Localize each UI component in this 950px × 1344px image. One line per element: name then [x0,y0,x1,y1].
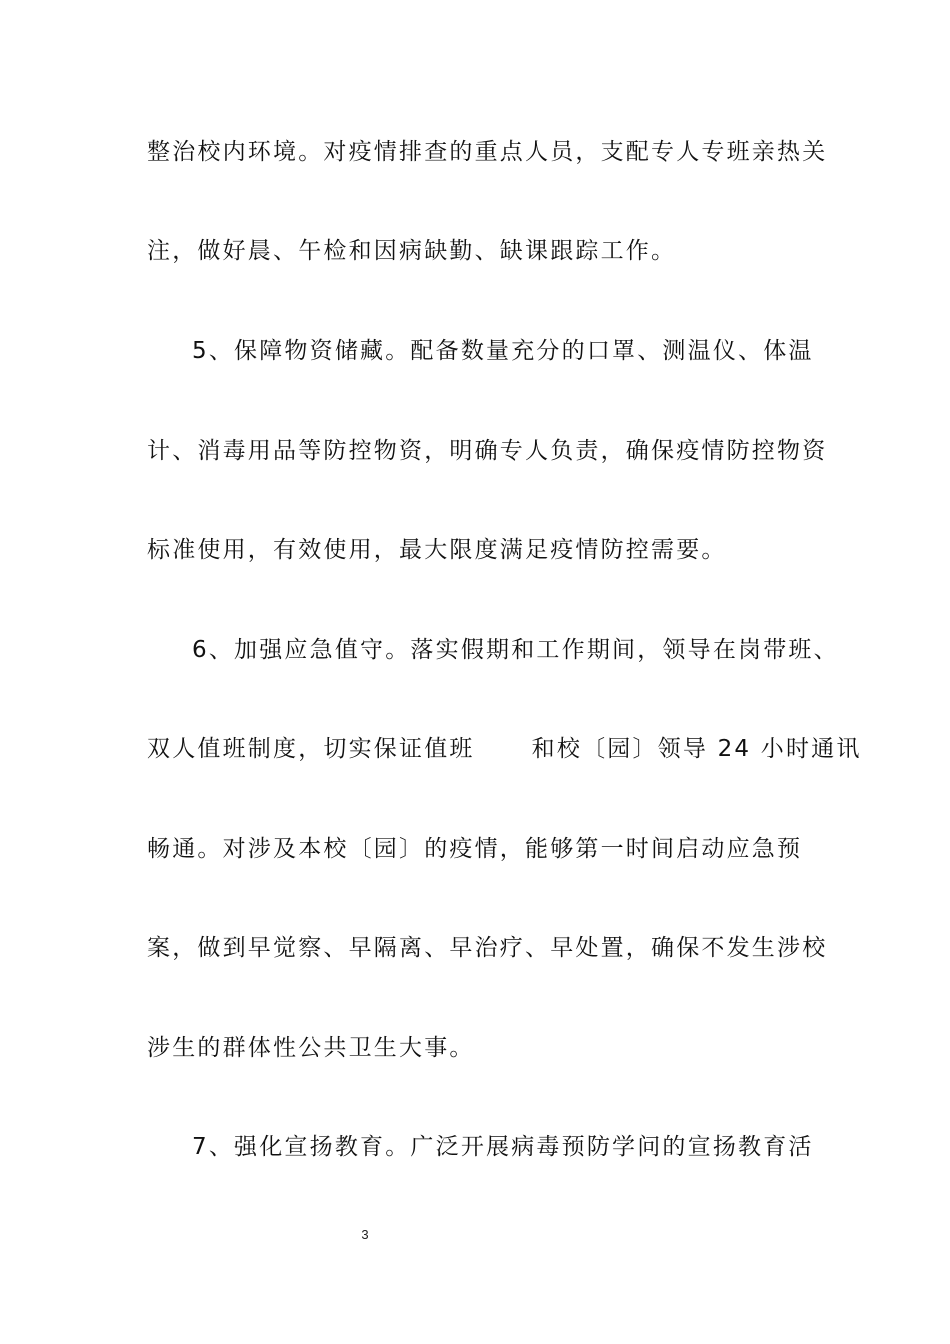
text-line-9: 案，做到早觉察、早隔离、早治疗、早处置，确保不发生涉校 [147,935,828,961]
text-line-1: 整治校内环境。对疫情排查的重点人员，支配专人专班亲热关 [147,139,828,165]
text-line-2: 注，做好晨、午检和因病缺勤、缺课跟踪工作。 [147,238,677,264]
text-line-8: 畅通。对涉及本校〔园〕的疫情，能够第一时间启动应急预 [147,836,803,862]
text-line-10: 涉生的群体性公共卫生大事。 [147,1035,475,1061]
text-line-6: 6、加强应急值守。落实假期和工作期间，领导在岗带班、 [192,637,839,663]
text-line-5: 标准使用，有效使用，最大限度满足疫情防控需要。 [147,537,727,563]
text-line-7: 双人值班制度，切实保证值班 和校〔园〕领导 24 小时通讯 [147,736,862,762]
page-number: 3 [361,1227,369,1242]
text-line-11: 7、强化宣扬教育。广泛开展病毒预防学问的宣扬教育活 [192,1134,814,1160]
text-line-3: 5、保障物资储藏。配备数量充分的口罩、测温仪、体温 [192,338,814,364]
text-line-4: 计、消毒用品等防控物资，明确专人负责，确保疫情防控物资 [147,438,828,464]
